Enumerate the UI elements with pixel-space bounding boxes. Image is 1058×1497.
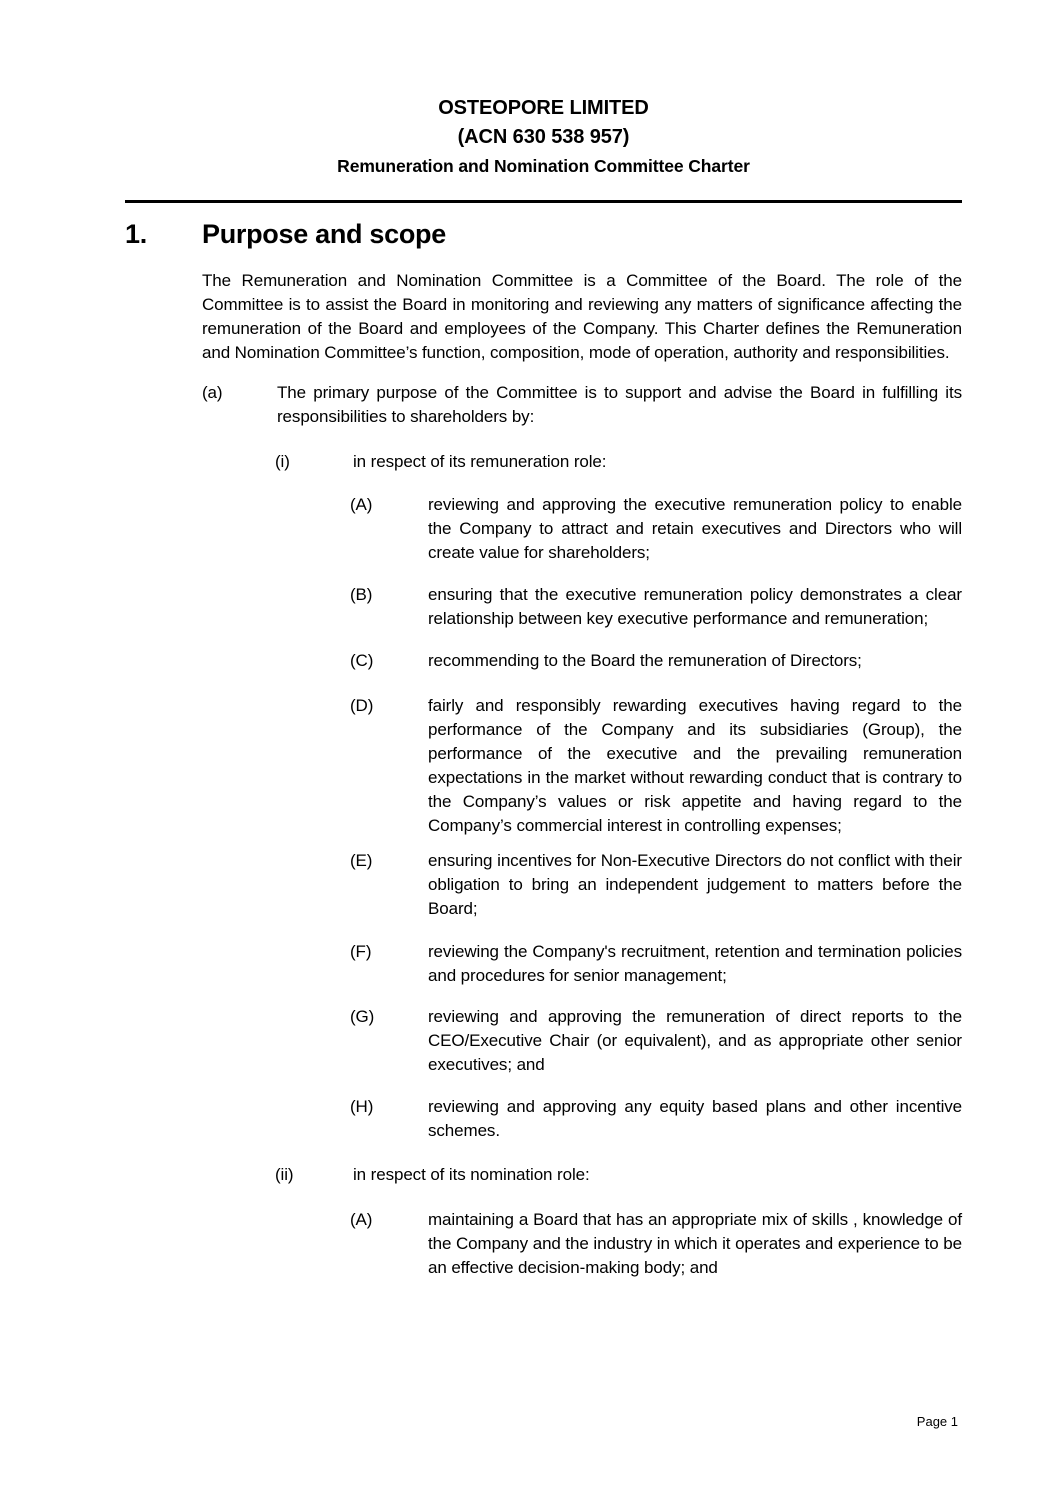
item-text: fairly and responsibly rewarding executives having regard to the performance of the Company and its subsidiaries (Group), the performance of the executive and the prevailing remuneration expectations in the market without rewarding conduct that is contrary to the Company’s values or risk appetite and having regard to the Company’s commercial interest in controlling expenses; [428, 696, 962, 835]
company-acn: (ACN 630 538 957) [457, 126, 630, 148]
list-item-rem-F [350, 940, 962, 988]
list-item-rem-A [350, 493, 962, 565]
list-item-nom-A [350, 1208, 962, 1280]
section-body [202, 269, 962, 1280]
section-title: Purpose and scope [202, 219, 446, 249]
page-number: Page 1 [916, 1414, 958, 1429]
item-text: ensuring incentives for Non-Executive Directors do not conflict with their obligation to bring an independent judgement to matters before the Board; [428, 851, 962, 918]
list-item-rem-B [350, 583, 962, 631]
company-name: OSTEOPORE LIMITED [438, 97, 649, 119]
item-marker: (E) [350, 851, 373, 870]
item-marker: (C) [350, 651, 374, 670]
item-text: reviewing the Company's recruitment, retention and termination policies and procedures for senior management; [428, 942, 962, 985]
section-number: 1. [125, 219, 147, 249]
item-marker: (A) [350, 1210, 373, 1229]
item-text: The primary purpose of the Committee is to support and advise the Board in fulfilling its responsibilities to shareholders by: [277, 383, 962, 426]
document-header [125, 0, 962, 180]
section-heading [125, 217, 962, 251]
item-marker: (a) [202, 383, 223, 402]
list-item-rem-H [350, 1095, 962, 1143]
header-divider [125, 200, 962, 203]
item-text: in respect of its remuneration role: [353, 452, 607, 471]
item-marker: (i) [275, 452, 290, 471]
list-item-a [202, 381, 962, 429]
intro-paragraph: The Remuneration and Nomination Committee is a Committee of the Board. The role of the Committee is to assist the Board in monitoring and reviewing any matters of significance affecting the remuneration of the Board and employees of the Company. This Charter defines the Remuneration and Nomination Committee’s function, composition, mode of operation, authority and responsibilities. [202, 271, 962, 362]
item-marker: (ii) [275, 1165, 294, 1184]
item-text: in respect of its nomination role: [353, 1165, 590, 1184]
item-text: reviewing and approving the remuneration of direct reports to the CEO/Executive Chair (or equivalent), and as appropriate other senior executives; and [428, 1007, 962, 1074]
item-marker: (G) [350, 1007, 375, 1026]
item-marker: (H) [350, 1097, 374, 1116]
item-marker: (D) [350, 696, 374, 715]
item-text: maintaining a Board that has an appropriate mix of skills , knowledge of the Company and the industry in which it operates and experience to be an effective decision-making body; and [428, 1210, 962, 1277]
list-item-rem-D [350, 694, 962, 838]
charter-title: Remuneration and Nomination Committee Charter [337, 156, 750, 176]
list-item-i [275, 450, 962, 474]
item-text: ensuring that the executive remuneration policy demonstrates a clear relationship between key executive performance and remuneration; [428, 585, 962, 628]
item-marker: (A) [350, 495, 373, 514]
item-text: recommending to the Board the remuneration of Directors; [428, 651, 862, 670]
list-item-rem-G [350, 1005, 962, 1077]
item-marker: (F) [350, 942, 372, 961]
item-marker: (B) [350, 585, 373, 604]
list-item-ii [275, 1163, 962, 1187]
list-item-rem-C [350, 649, 962, 673]
item-text: reviewing and approving the executive remuneration policy to enable the Company to attract and retain executives and Directors who will create value for shareholders; [428, 495, 962, 562]
item-text: reviewing and approving any equity based plans and other incentive schemes. [428, 1097, 962, 1140]
list-item-rem-E [350, 849, 962, 921]
